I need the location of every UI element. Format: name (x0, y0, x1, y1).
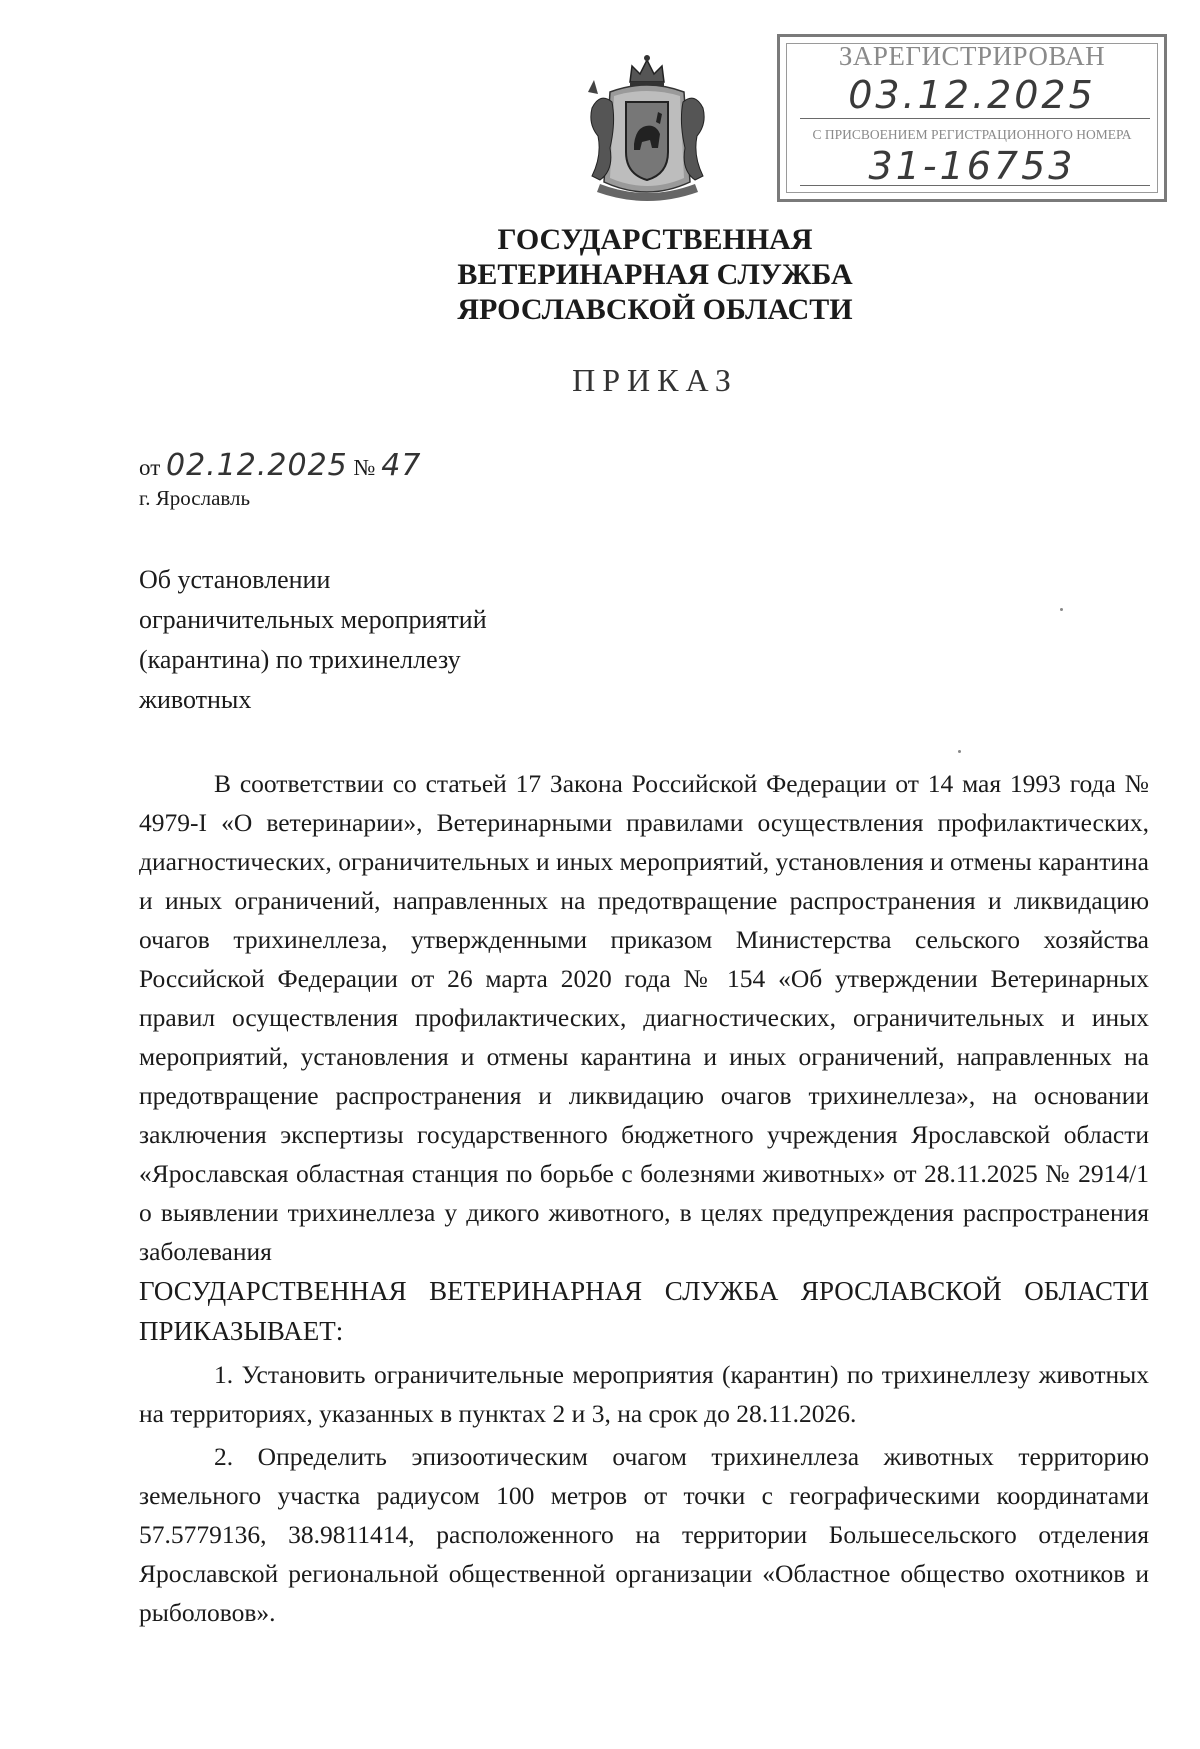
order-item-2: 2. Определить эпизоотическим очагом трихинеллеза животных территорию земельного участка радиусом 100 метров от точки с географическими координатами 57.5779136, 38.9811414, расположенного на территории Большесельского отделения Ярославской региональной общественной организации «Областное общество охотников и рыболовов». (139, 1442, 1149, 1627)
subject-line: ограничительных мероприятий (139, 605, 487, 634)
order-body (139, 764, 1149, 1632)
stamp-subtitle: С ПРИСВОЕНИЕМ РЕГИСТРАЦИОННОГО НОМЕРА (812, 127, 1132, 142)
directive-paragraph: ГОСУДАРСТВЕННАЯ ВЕТЕРИНАРНАЯ СЛУЖБА ЯРОСЛАВСКОЙ ОБЛАСТИ ПРИКАЗЫВАЕТ: (139, 1276, 1149, 1346)
stamp-registration-number: 31-16753 (868, 144, 1076, 188)
order-item-1: 1. Установить ограничительные мероприятия (карантин) по трихинеллезу животных на территориях, указанных в пунктах 2 и 3, на срок до 28.11.2026. (139, 1360, 1149, 1428)
stamp-registration-date: 03.12.2025 (848, 73, 1096, 117)
order-subject (139, 560, 639, 720)
organization-name (400, 222, 910, 327)
org-line: ГОСУДАРСТВЕННАЯ (497, 223, 813, 256)
scan-speck (1060, 608, 1063, 611)
subject-line: (карантина) по трихинеллезу (139, 645, 461, 674)
scan-speck (958, 750, 961, 753)
stamp-divider (800, 185, 1150, 186)
preamble-paragraph: В соответствии со статьей 17 Закона Российской Федерации от 14 мая 1993 года № 4979-I «О ветеринарии», Ветеринарными правилами осуществления профилактических, диагностических, ограничительных и иных мероприятий, установления и отмены карантина и иных ограничений, направленных на предотвращение распространения и ликвидацию очагов трихинеллеза, утвержденными приказом Министерства сельского хозяйства Российской Федерации от 26 марта 2020 года № 154 «Об утверждении Ветеринарных правил осуществления профилактических, диагностических, ограничительных и иных мероприятий, установления и отмены карантина и иных ограничений, направленных на предотвращение распространения и ликвидацию очагов трихинеллеза», на основании заключения экспертизы государственного бюджетного учреждения Ярославской области «Ярославская областная станция по борьбе с болезнями животных» от 28.11.2025 № 2914/1 о выявлении трихинеллеза у дикого животного, в целях предупреждения распространения заболевания (139, 769, 1149, 1266)
stamp-title: ЗАРЕГИСТРИРОВАН (838, 41, 1106, 71)
subject-line: животных (139, 685, 252, 714)
coat-of-arms-emblem (580, 52, 715, 202)
registration-stamp (777, 34, 1167, 202)
org-line: ВЕТЕРИНАРНАЯ СЛУЖБА (457, 258, 853, 291)
stamp-divider (800, 118, 1150, 119)
number-label: № (353, 455, 376, 480)
from-label: от (139, 455, 161, 480)
order-date: 02.12.2025 (166, 448, 348, 483)
order-date-number (139, 448, 421, 483)
org-line: ЯРОСЛАВСКОЙ ОБЛАСТИ (457, 293, 853, 326)
order-number: 47 (381, 448, 422, 483)
city: г. Ярославль (139, 486, 251, 510)
subject-line: Об установлении (139, 565, 331, 594)
document-type: ПРИКАЗ (572, 362, 738, 398)
